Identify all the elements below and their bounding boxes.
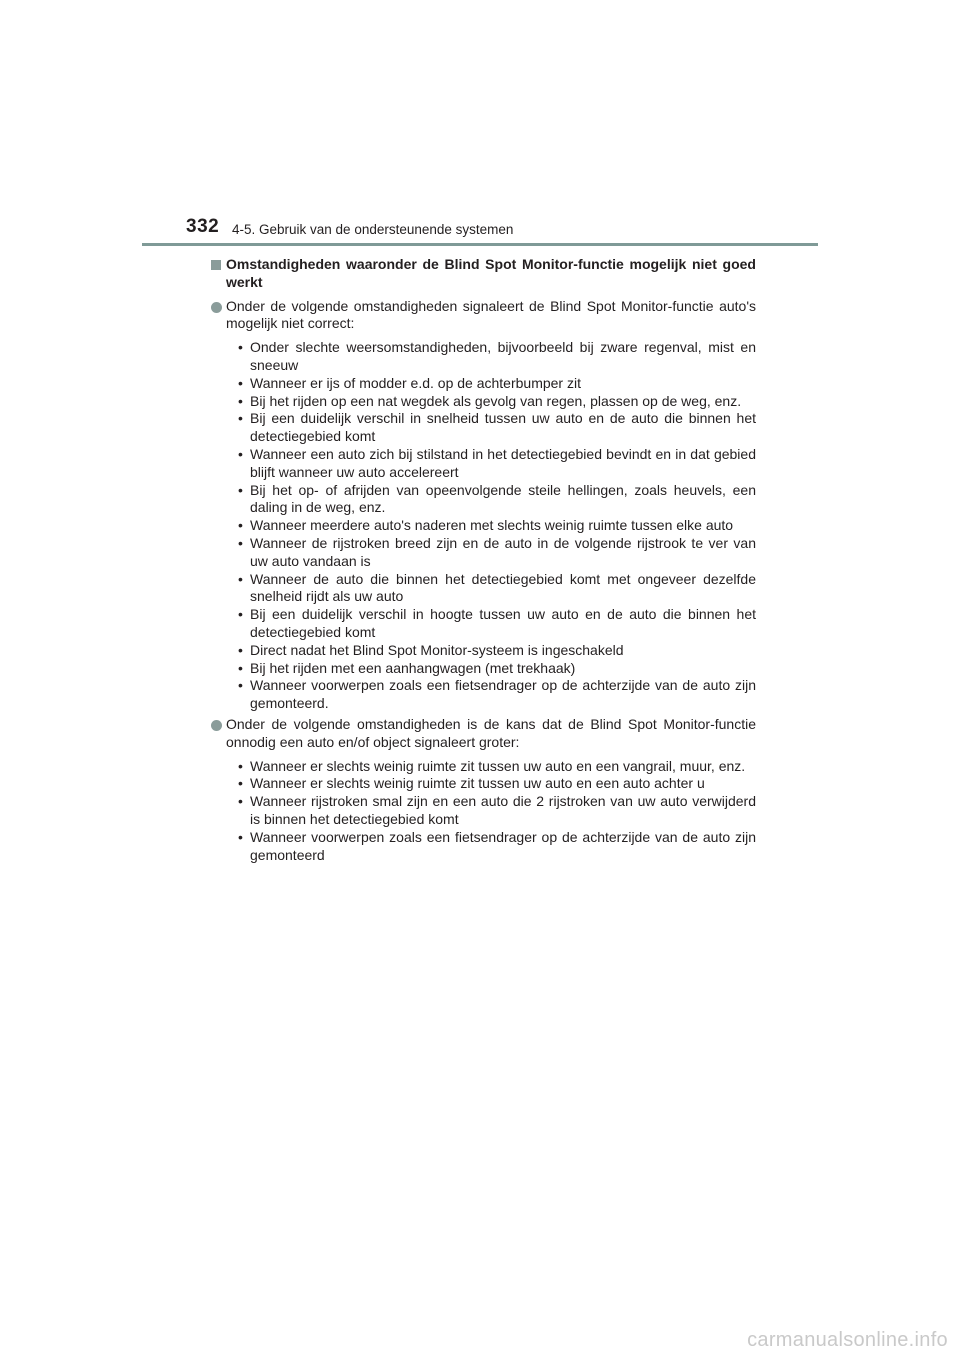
- bullet-list: [238, 339, 756, 713]
- list-item: • Wanneer voorwerpen zoals een fietsendrager op de achterzijde van de auto zijn gemonteerd.: [238, 677, 756, 712]
- list-item: • Wanneer de auto die binnen het detectiegebied komt met ongeveer dezelfde snelheid rijdt als uw auto: [238, 570, 756, 605]
- bullet-dot-icon: •: [238, 793, 243, 810]
- bullet-dot-icon: •: [238, 534, 243, 551]
- bullet-dot-icon: •: [238, 410, 243, 427]
- watermark: carmanualsonline.info: [747, 1329, 948, 1351]
- bullet-dot-icon: •: [238, 570, 243, 587]
- topic-1: [211, 298, 756, 334]
- topic-intro: Onder de volgende omstandigheden signaleert de Blind Spot Monitor-functie auto's mogelijk niet correct:: [226, 297, 756, 332]
- page-number: 332: [186, 216, 220, 237]
- bullet-dot-icon: •: [238, 641, 243, 658]
- bullet-dot-icon: •: [238, 481, 243, 498]
- list-item: • Bij een duidelijk verschil in hoogte tussen uw auto en de auto die binnen het detectiegebied komt: [238, 606, 756, 640]
- bullet-dot-icon: •: [238, 517, 243, 534]
- list-item: • Wanneer een auto zich bij stilstand in het detectiegebied bevindt en in dat gebied blijft wanneer uw auto accelereert: [238, 445, 756, 480]
- list-item: • Wanneer er slechts weinig ruimte zit tussen uw auto en een auto achter u: [238, 775, 705, 792]
- bullet-dot-icon: •: [238, 445, 243, 462]
- circle-bullet-icon: [211, 720, 222, 731]
- bullet-dot-icon: •: [238, 606, 243, 623]
- bullet-dot-icon: •: [238, 757, 243, 774]
- bullet-dot-icon: •: [238, 659, 243, 676]
- list-item: • Wanneer er ijs of modder e.d. op de achterbumper zit: [238, 374, 581, 391]
- bullet-dot-icon: •: [238, 775, 243, 792]
- topic-intro: Onder de volgende omstandigheden is de kans dat de Blind Spot Monitor-functie onnodig een auto en/of object signaleert groter:: [226, 715, 756, 750]
- bullet-dot-icon: •: [238, 828, 243, 845]
- list-item: • Wanneer rijstroken smal zijn en een auto die 2 rijstroken van uw auto verwijderd is binnen het detectiegebied komt: [238, 793, 756, 827]
- list-item: • Direct nadat het Blind Spot Monitor-systeem is ingeschakeld: [238, 641, 624, 658]
- topic-2: [211, 716, 756, 752]
- header-rule: [142, 243, 818, 246]
- list-item: • Bij het op- of afrijden van opeenvolgende steile hellingen, zoals heuvels, een daling in de weg, enz.: [238, 481, 756, 516]
- bullet-dot-icon: •: [238, 339, 243, 356]
- page-content: [211, 256, 756, 867]
- bullet-dot-icon: •: [238, 677, 243, 694]
- list-item: • Bij het rijden op een nat wegdek als gevolg van regen, plassen op de weg, enz.: [238, 392, 742, 409]
- list-item: • Wanneer de rijstroken breed zijn en de auto in de volgende rijstrook te ver van uw auto vandaan is: [238, 534, 756, 569]
- list-item: • Bij het rijden met een aanhangwagen (met trekhaak): [238, 659, 576, 676]
- section-heading-text: Omstandigheden waaronder de Blind Spot Monitor-functie mogelijk niet goed werkt: [226, 256, 756, 290]
- bullet-dot-icon: •: [238, 392, 243, 409]
- square-icon: [211, 260, 221, 270]
- list-item: • Bij een duidelijk verschil in snelheid tussen uw auto en de auto die binnen het detectiegebied komt: [238, 410, 756, 445]
- list-item: • Wanneer meerdere auto's naderen met slechts weinig ruimte tussen elke auto: [238, 517, 734, 534]
- list-item: • Wanneer er slechts weinig ruimte zit tussen uw auto en een vangrail, muur, enz.: [238, 757, 746, 774]
- chapter-title: 4-5. Gebruik van de ondersteunende systemen: [232, 222, 514, 237]
- bullet-dot-icon: •: [238, 374, 243, 391]
- circle-bullet-icon: [211, 302, 222, 313]
- bullet-list: [238, 758, 756, 865]
- list-item: • Onder slechte weersomstandigheden, bijvoorbeeld bij zware regenval, mist en sneeuw: [238, 339, 756, 373]
- list-item: • Wanneer voorwerpen zoals een fietsendrager op de achterzijde van de auto zijn gemonteerd: [238, 828, 756, 863]
- section-heading: [211, 256, 756, 292]
